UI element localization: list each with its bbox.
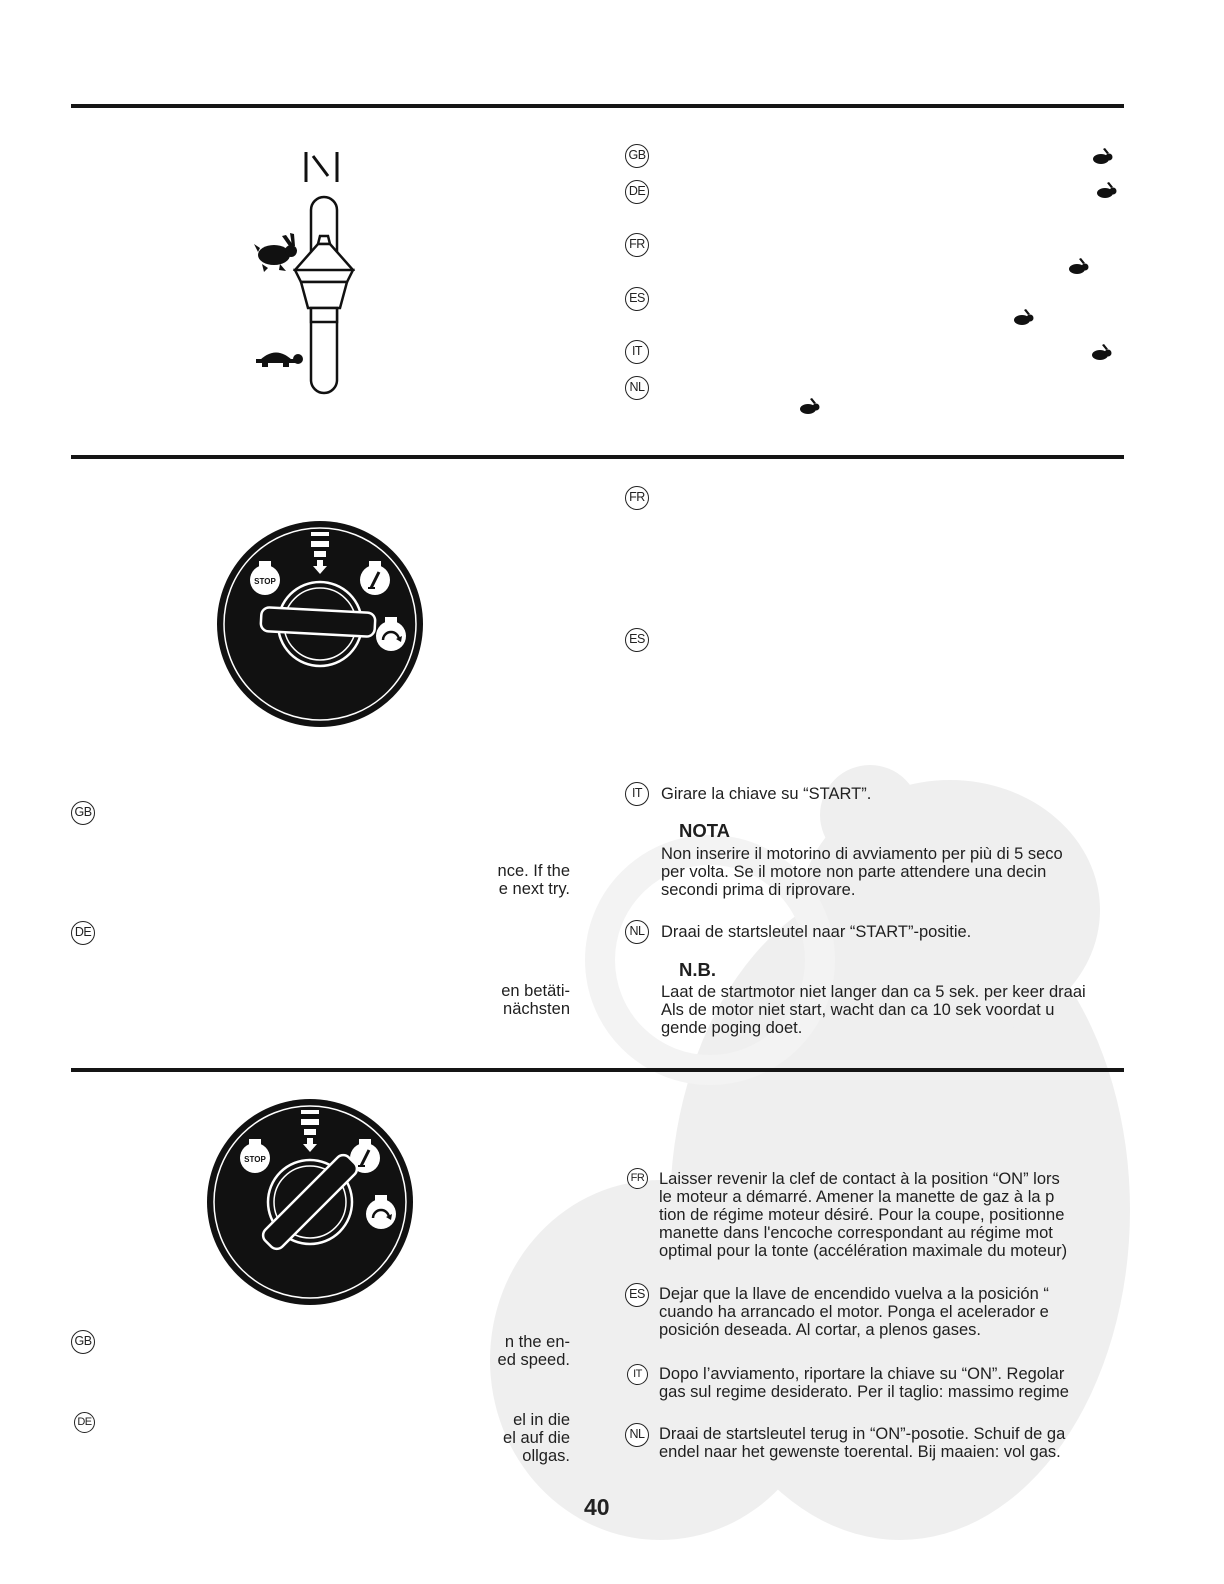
rabbit-icon	[1068, 258, 1090, 276]
lang-badge-fr: FR	[627, 1168, 648, 1189]
throttle-knob	[295, 236, 353, 322]
de-text-fragment: ollgas.	[522, 1447, 570, 1465]
lang-badge-de: DE	[71, 921, 95, 945]
de-text-fragment: nächsten	[503, 1000, 570, 1018]
lang-badge-es: ES	[625, 287, 649, 311]
lang-badge-nl: NL	[625, 920, 649, 944]
choke-icon	[306, 152, 337, 182]
ignition-switch-start-diagram	[215, 518, 425, 730]
nl-note-body: Laat de startmotor niet langer dan ca 5 sek. per keer draai Als de motor niet start, wacht dan ca 10 sek voordat u gende poging doet.	[661, 983, 1086, 1037]
it-paragraph: Dopo l’avviamento, riportare la chiave su “ON”. Regolar gas sul regime desiderato. Per il taglio: massimo regime	[659, 1365, 1069, 1401]
rabbit-icon	[799, 398, 821, 416]
turtle-icon	[256, 353, 303, 368]
lang-badge-gb: GB	[71, 801, 95, 825]
page-number: 40	[584, 1494, 610, 1520]
rabbit-icon	[1092, 148, 1114, 166]
it-note-body: Non inserire il motorino di avviamento per più di 5 seco per volta. Se il motore non parte attendere una decin secondi prima di riprovare.	[661, 845, 1063, 899]
de-text-fragment: el in die	[513, 1411, 570, 1429]
gb-text-fragment: n the en-	[504, 1333, 570, 1351]
lang-badge-gb: GB	[71, 1330, 95, 1354]
lang-badge-de: DE	[74, 1412, 95, 1433]
it-note-title: NOTA	[679, 820, 731, 841]
de-text-fragment: en betäti-	[501, 982, 570, 1000]
lang-badge-fr: FR	[625, 233, 649, 257]
lang-badge-gb: GB	[625, 144, 649, 168]
lang-badge-de: DE	[625, 180, 649, 204]
rabbit-icon	[1013, 309, 1035, 327]
de-text-fragment: el auf die	[503, 1429, 570, 1447]
section-divider-middle	[71, 455, 1124, 459]
nl-paragraph: Draai de startsleutel terug in “ON”-posotie. Schuif de ga endel naar het gewenste toerental. Bij maaien: vol gas.	[659, 1425, 1066, 1461]
section-divider-top	[71, 104, 1124, 108]
rabbit-icon	[1096, 182, 1118, 200]
ignition-key	[260, 607, 375, 637]
lang-badge-it: IT	[627, 1364, 648, 1385]
gb-text-fragment: e next try.	[498, 880, 570, 898]
section-divider-bottom	[71, 1068, 1124, 1072]
nl-instruction: Draai de startsleutel naar “START”-positie.	[661, 923, 972, 941]
rabbit-icon	[1091, 344, 1113, 362]
gb-text-fragment: ed speed.	[497, 1351, 570, 1369]
lang-badge-nl: NL	[625, 1423, 649, 1447]
lang-badge-fr: FR	[625, 486, 649, 510]
nl-note-title: N.B.	[679, 959, 716, 980]
fr-paragraph: Laisser revenir la clef de contact à la position “ON” lors le moteur a démarré. Amener la manette de gaz à la p tion de régime moteur désiré. Pour la coupe, positionne manette dans l'encoche correspondant au régime mot optimal pour la tonte (accélération maximale du moteur)	[659, 1170, 1068, 1260]
lang-badge-nl: NL	[625, 376, 649, 400]
es-paragraph: Dejar que la llave de encendido vuelva a la posición “ cuando ha arrancado el motor. Ponga el acelerador e posición deseada. Al cortar, a plenos gases.	[659, 1285, 1049, 1339]
throttle-lever-diagram	[240, 140, 380, 405]
svg-text:STOP: STOP	[244, 1155, 266, 1164]
lang-badge-es: ES	[625, 1283, 649, 1307]
lang-badge-it: IT	[625, 340, 649, 364]
lang-badge-es: ES	[625, 628, 649, 652]
ignition-switch-on-diagram	[205, 1096, 415, 1308]
it-instruction: Girare la chiave su “START”.	[661, 785, 872, 803]
lang-badge-it: IT	[625, 782, 649, 806]
rabbit-icon	[254, 233, 297, 272]
svg-text:STOP: STOP	[254, 577, 276, 586]
gb-text-fragment: nce. If the	[497, 862, 570, 880]
